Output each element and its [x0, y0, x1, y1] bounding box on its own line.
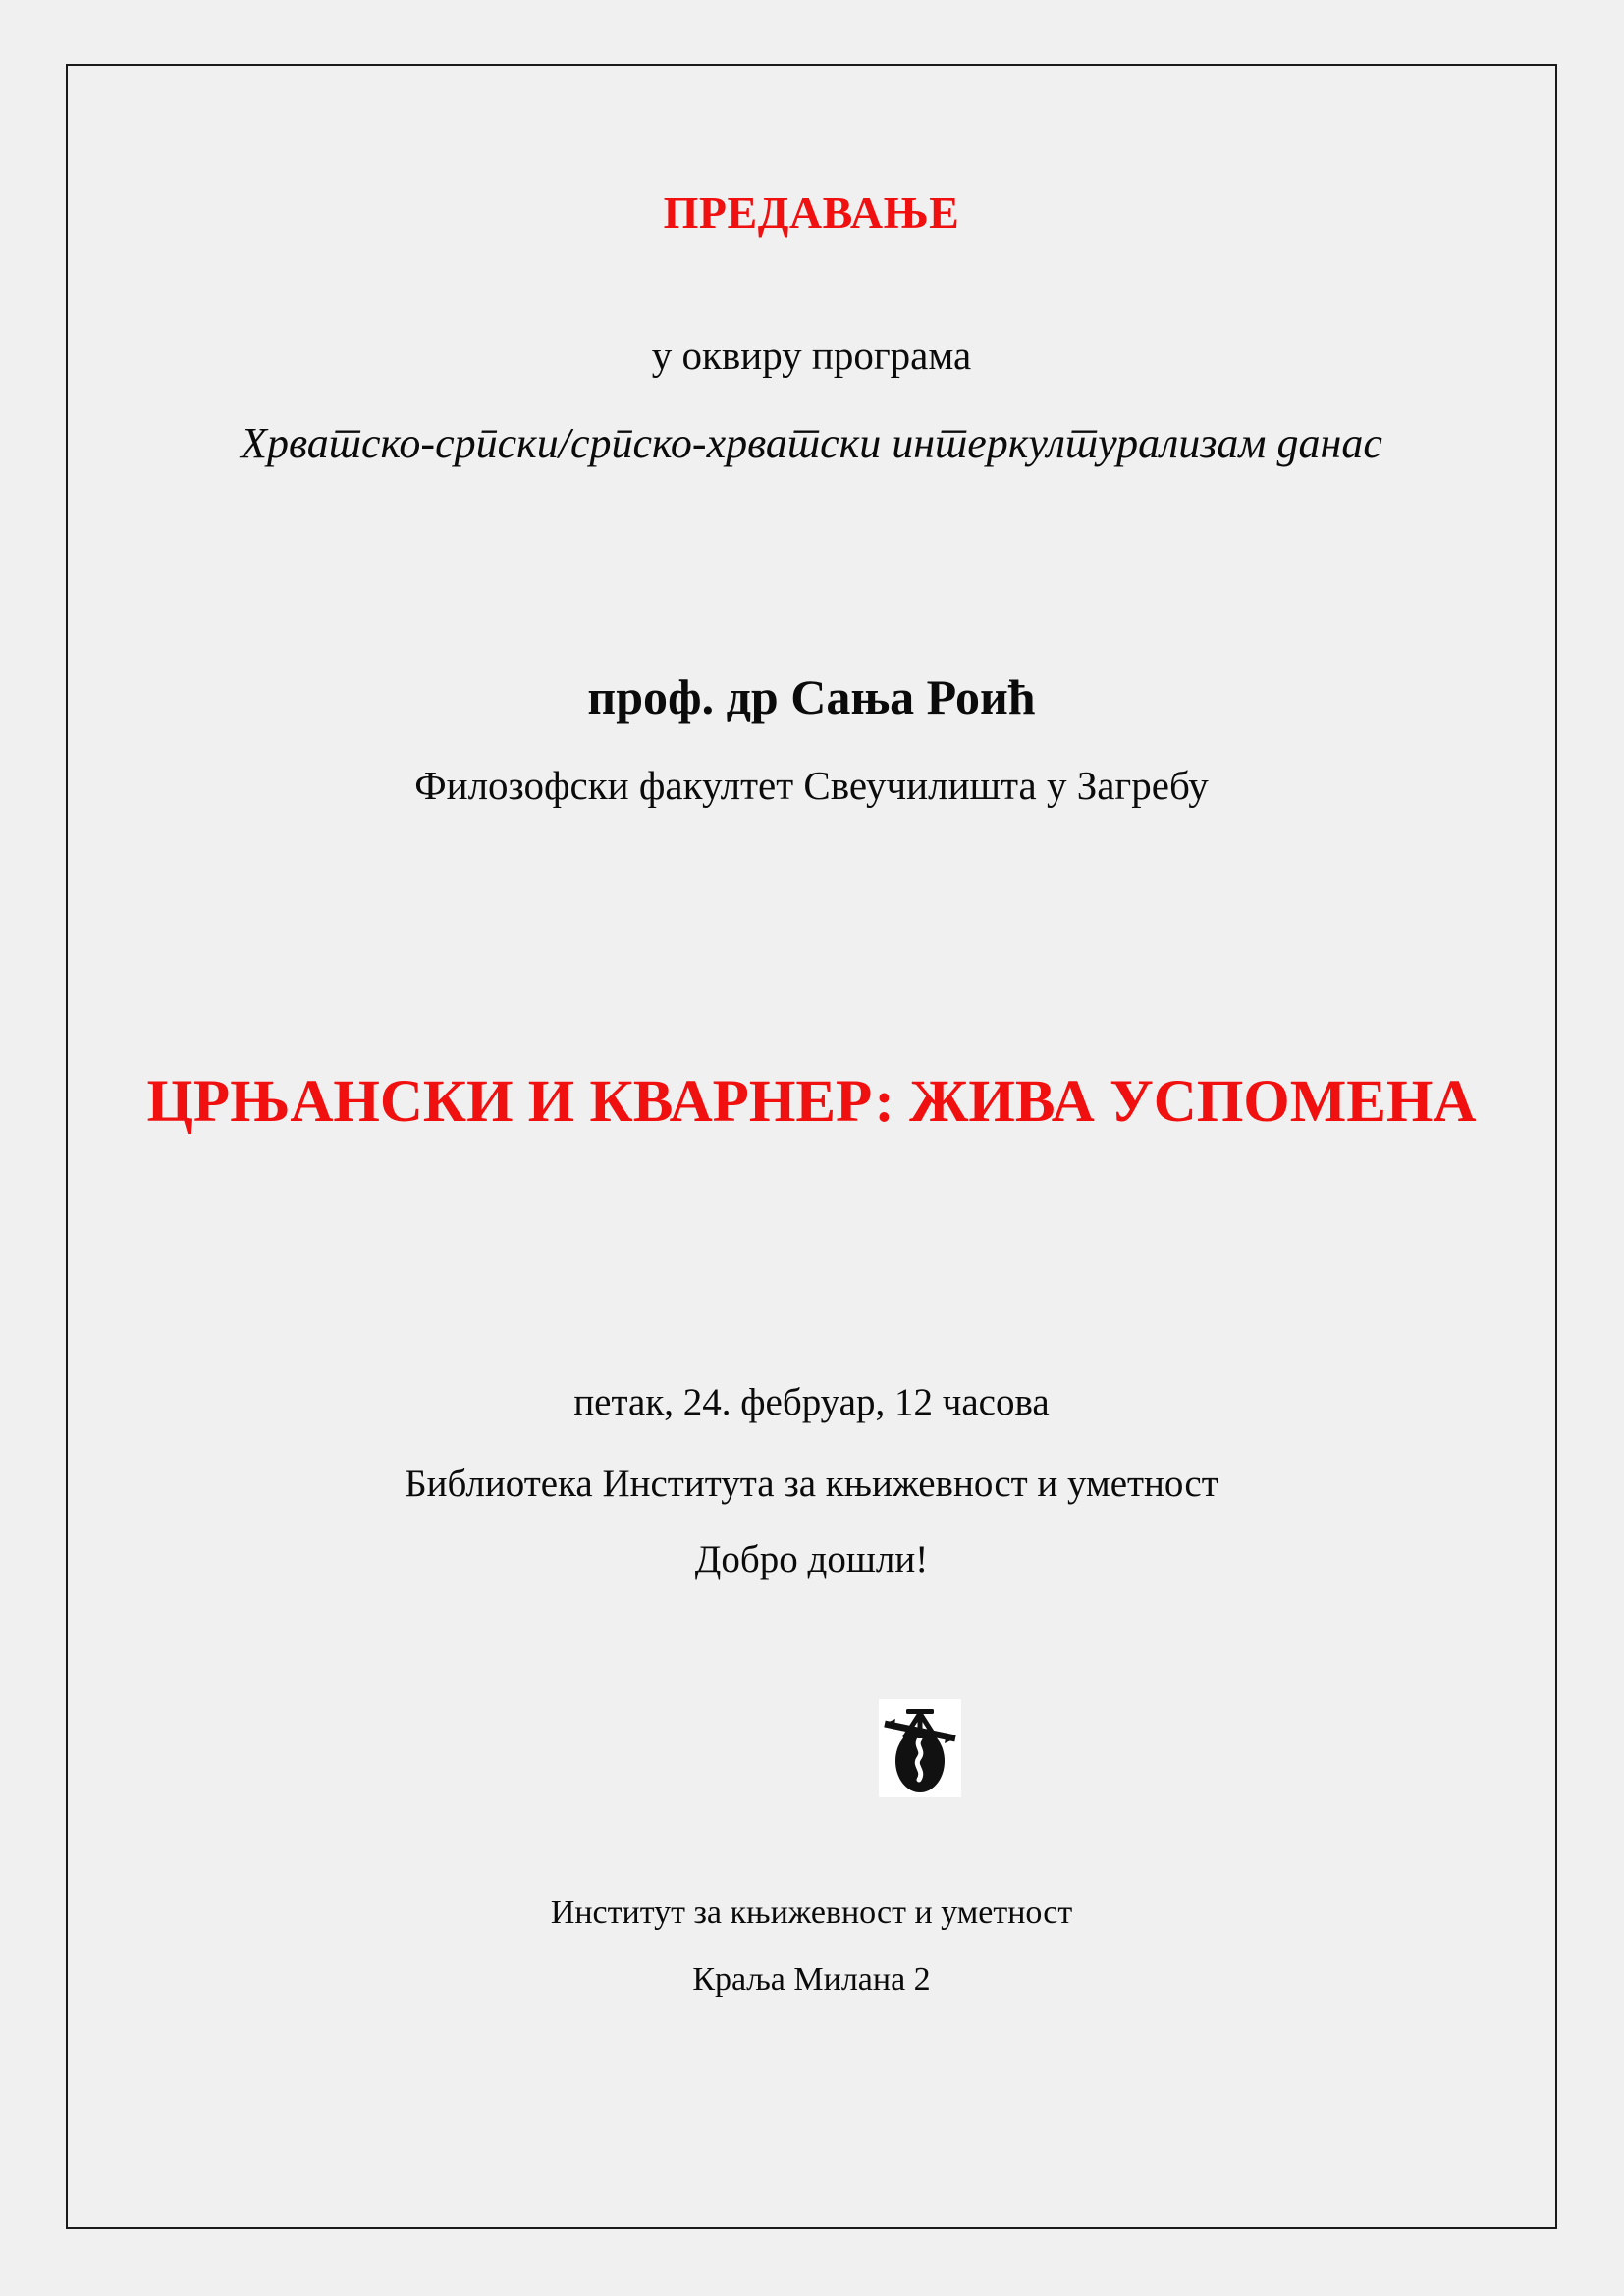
poster-content	[68, 66, 1555, 2227]
program-intro-text: у оквиру програма	[651, 333, 972, 378]
speaker-affiliation: Филозофски факултет Свеучилишта у Загребу	[414, 763, 1209, 808]
footer-address: Краља Милана 2	[692, 1961, 931, 1998]
speaker-name: проф. др Сања Роић	[587, 669, 1036, 724]
lecture-title: ЦРЊАНСКИ И КВАРНЕР: ЖИВА УСПОМЕНА	[146, 1069, 1477, 1135]
poster-kicker: ПРЕДАВАЊЕ	[663, 187, 960, 238]
event-welcome-note: Добро дошли!	[694, 1538, 929, 1580]
institute-emblem-icon	[879, 1699, 961, 1797]
poster-border-frame	[66, 64, 1557, 2229]
event-datetime: петак, 24. фебруар, 12 часова	[573, 1381, 1050, 1423]
program-name-text: Хрватско-српски/српско-хрватски интеркултурализам данас	[241, 419, 1382, 467]
footer-organization: Институт за књижевност и уметност	[550, 1895, 1073, 1931]
event-venue: Библиотека Института за књижевност и уметност	[405, 1463, 1218, 1505]
